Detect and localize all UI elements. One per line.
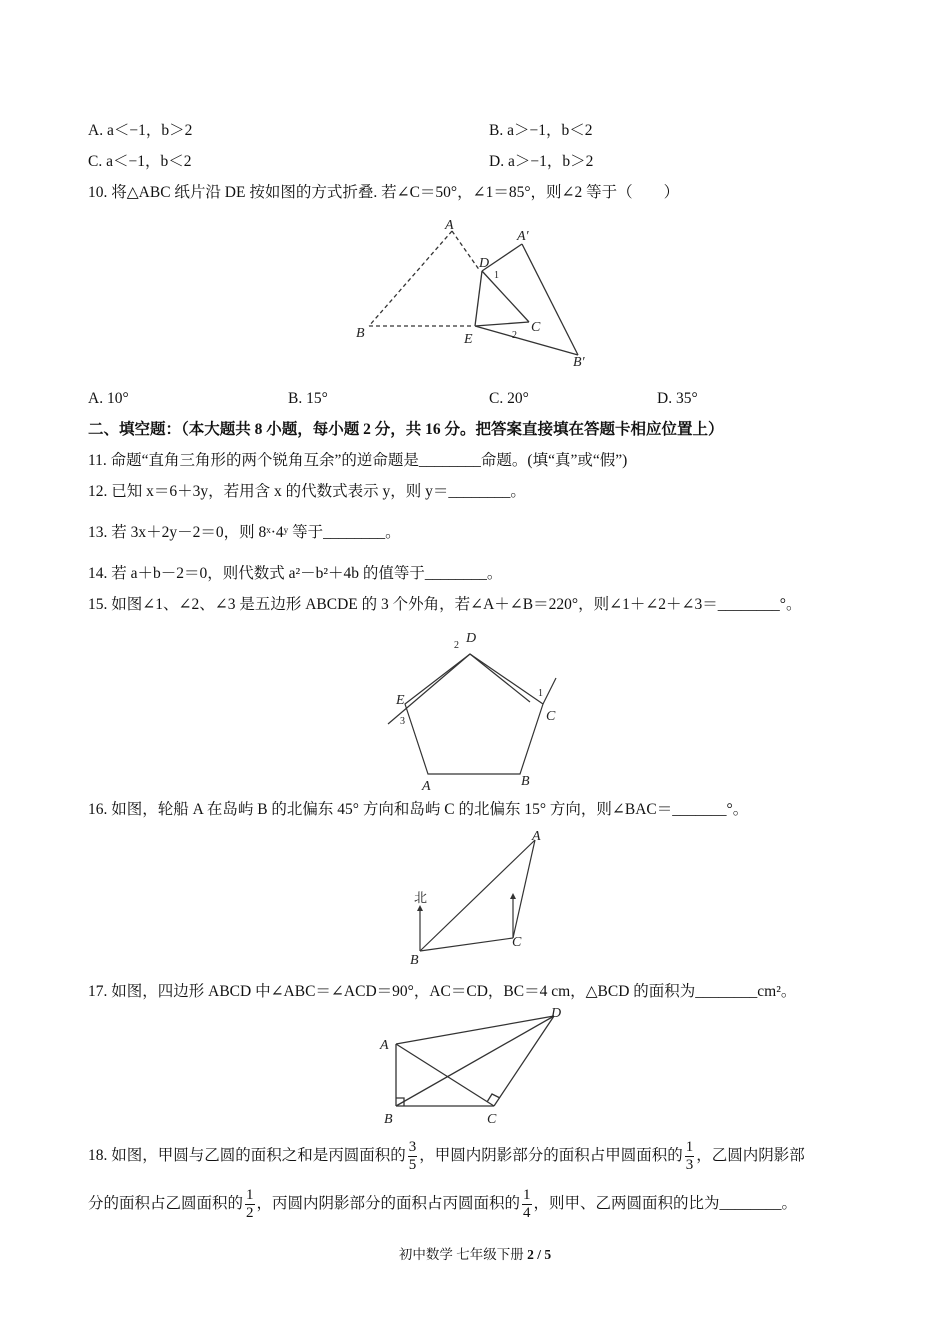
footer-page-number: 2 [527, 1247, 534, 1262]
q10-dashed-ad [452, 231, 480, 271]
q10-side-de [475, 271, 482, 326]
q10-option-a: A. 10° [88, 390, 129, 407]
q10-label-b-prime: B′ [573, 355, 585, 370]
q18-fraction-1-4: $\frac{1}{4}$ [523, 1186, 531, 1221]
q10-label-2: 2 [512, 330, 517, 341]
q18-fraction-3-5: $\frac{3}{5}$ [408, 1138, 417, 1173]
q17-question: 17. 如图，四边形 ABCD 中∠ABC＝∠ACD＝90°，AC＝CD，BC＝4 cm，△BCD 的面积为________cm²。 [88, 983, 797, 1000]
q9-option-c: C. a＜−1，b＜2 [88, 153, 192, 170]
q11-question: 11. 命题“直角三角形的两个锐角互余”的逆命题是________命题。(填“真”或“假”) [88, 452, 628, 469]
q9-option-b: B. a＞−1，b＜2 [489, 122, 593, 139]
q15-label-a: A [422, 779, 431, 794]
q15-label-e: E [396, 693, 405, 708]
q16-label-a: A [532, 829, 541, 844]
q16-label-c: C [512, 935, 522, 950]
q16-line-bc [420, 938, 513, 951]
q15-question: 15. 如图∠1、∠2、∠3 是五边形 ABCDE 的 3 个外角，若∠A＋∠B＝220°，则∠1＋∠2＋∠3＝________°。 [88, 596, 802, 613]
q10-option-b: B. 15° [288, 390, 328, 407]
q18-text-6: ，则甲、乙两圆面积的比为________。 [533, 1195, 798, 1212]
q15-extension-de [388, 654, 470, 724]
q18-text-4: 分的面积占乙圆面积的 [88, 1195, 244, 1212]
q17-label-b: B [384, 1112, 393, 1127]
q18-text-1: 18. 如图，甲圆与乙圆的面积之和是丙圆面积的 [88, 1147, 406, 1164]
q10-label-a: A [445, 218, 454, 233]
q10-side-ec [475, 322, 529, 326]
q17-side-cd [494, 1016, 554, 1106]
q10-side-ab [522, 244, 578, 355]
q10-option-d: D. 35° [657, 390, 698, 407]
q10-label-e: E [464, 332, 473, 347]
q16-label-b: B [410, 953, 419, 968]
q17-quadrilateral-figure [374, 1002, 574, 1128]
q10-side-dc [482, 271, 529, 322]
q10-label-b: B [356, 326, 365, 341]
q9-option-a: A. a＜−1，b＞2 [88, 122, 193, 139]
q15-label-d: D [466, 631, 477, 646]
q14-question: 14. 若 a＋b－2＝0，则代数式 a²－b²＋4b 的值等于________。 [88, 565, 503, 582]
footer-separator: / [533, 1247, 545, 1262]
q15-extension-dc [470, 654, 530, 702]
page-footer [0, 1243, 950, 1263]
q18-line-2 [88, 1184, 797, 1224]
q18-text-3: ，乙圆内阴影部 [696, 1147, 805, 1164]
q10-label-d: D [479, 256, 490, 271]
q10-fold-figure [345, 215, 605, 375]
q18-line-1 [88, 1136, 805, 1176]
q18-text-5: ，丙圆内阴影部分的面积占丙圆面积的 [256, 1195, 521, 1212]
q15-label-3: 3 [400, 716, 405, 727]
q10-side-eb [475, 326, 578, 355]
q16-bearing-figure [400, 822, 550, 968]
q10-label-c: C [531, 320, 541, 335]
q17-side-ac [396, 1044, 494, 1106]
section-2-heading: 二、填空题：（本大题共 8 小题，每小题 2 分，共 16 分。把答案直接填在答题卡相应位置上） [88, 421, 724, 438]
q10-label-1: 1 [494, 270, 499, 281]
q12-question: 12. 已知 x＝6＋3y，若用含 x 的代数式表示 y，则 y＝________。 [88, 483, 526, 500]
q15-extension-bc [543, 678, 556, 704]
q15-pentagon [405, 654, 543, 774]
q13-question: 13. 若 3x＋2y－2＝0，则 8ˣ·4ʸ 等于________。 [88, 524, 401, 541]
q17-label-c: C [487, 1112, 497, 1127]
q10-question: 10. 将△ABC 纸片沿 DE 按如图的方式折叠. 若∠C＝50°，∠1＝85°，则∠2 等于（ ） [88, 184, 680, 201]
q18-text-2: ，甲圆内阴影部分的面积占甲圆面积的 [419, 1147, 683, 1164]
q18-fraction-1-2: $\frac{1}{2}$ [246, 1186, 254, 1221]
q10-dashed-ab [369, 231, 452, 326]
q16-label-north: 北 [414, 890, 428, 905]
q16-question: 16. 如图，轮船 A 在岛屿 B 的北偏东 45° 方向和岛屿 C 的北偏东 15° 方向，则∠BAC＝_______°。 [88, 801, 749, 818]
footer-subject: 初中数学 七年级下册 [398, 1247, 524, 1262]
q15-label-1: 1 [538, 688, 543, 699]
q17-label-d: D [551, 1006, 562, 1021]
q15-label-2: 2 [454, 640, 459, 651]
footer-page-total: 5 [544, 1247, 552, 1262]
q16-line-ac [513, 840, 535, 938]
q10-option-c: C. 20° [489, 390, 529, 407]
q15-pentagon-figure [380, 622, 580, 794]
q9-option-d: D. a＞−1，b＞2 [489, 153, 594, 170]
q15-label-b: B [521, 774, 530, 789]
q18-fraction-1-3: $\frac{1}{3}$ [685, 1138, 694, 1173]
q15-label-c: C [546, 709, 556, 724]
q17-label-a: A [380, 1038, 389, 1053]
q10-label-a-prime: A′ [517, 229, 529, 244]
